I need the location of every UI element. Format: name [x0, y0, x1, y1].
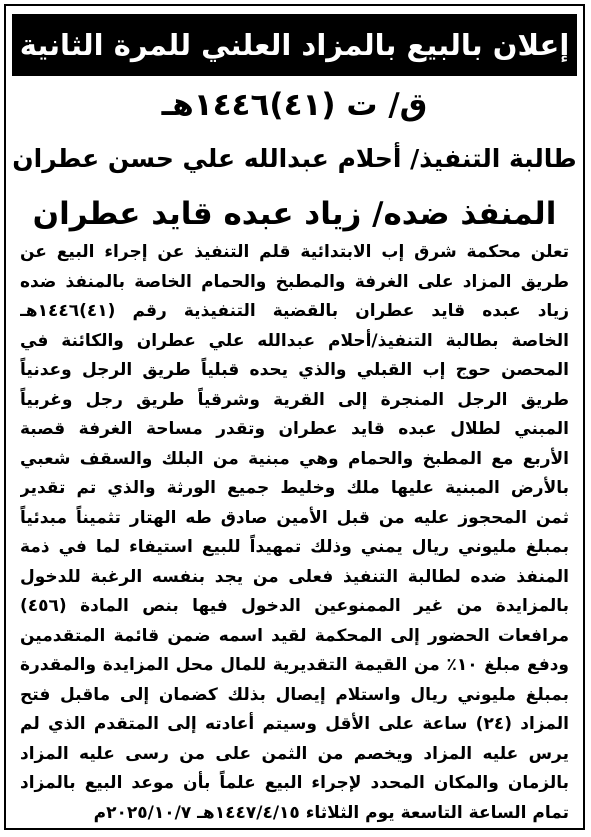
notice-body	[20, 238, 569, 828]
body-line: طريق المزاد على الغرفة والمطبخ والحمام الخاصة بالمنفذ ضده	[20, 271, 569, 292]
body-line: ثمن المحجوز عليه من قبل الأمين صادق طه الهتار تثميناً مبدئياً	[20, 507, 569, 528]
body-line: تعلن محكمة شرق إب الابتدائية قلم التنفيذ عن إجراء البيع عن	[20, 242, 569, 262]
body-line: مرافعات الحضور إلى المحكمة لقيد اسمه ضمن قائمة المتقدمين	[20, 625, 569, 646]
body-line: طريق الرجل المنجرة إلى القرية وشرقياً طريق رجل وغربياً	[20, 389, 569, 410]
body-line: المحصن حوج إب القبلي والذي يحده قبلياً طريق الرجل وعدنياً	[20, 360, 569, 380]
body-line: بالزمان والمكان المحدد لإجراء البيع علماً بأن موعد البيع بالمزاد	[20, 773, 569, 793]
case-number: ق/ ت (٤١)١٤٤٦هـ	[161, 87, 428, 123]
body-line: زياد عبده قايد عطران بالقضية التنفيذية رقم (٤١)١٤٤٦هـ	[20, 301, 569, 321]
auction-notice	[4, 4, 585, 830]
body-line: المزاد (٢٤) ساعة على الأقل وسيتم أعادته إلى المتقدم الذي لم	[20, 714, 569, 734]
body-line: بالأرض المبنية عليها ملك وخليط جميع الورثة والذي تم تقدير	[20, 478, 569, 498]
respondent-line: المنفذ ضده/ زياد عبده قايد عطران	[32, 196, 557, 232]
body-line: بمبلغ مليوني ريال يمني وذلك تمهيداً للبيع استيفاء لما في ذمة	[20, 537, 569, 557]
title-banner	[12, 14, 577, 76]
body-line: الخاصة بطالبة التنفيذ/أحلام عبدالله علي عطران والكائنة في	[20, 330, 569, 351]
applicant-line: طالبة التنفيذ/ أحلام عبدالله علي حسن عطران	[12, 144, 577, 173]
body-line: تمام الساعة التاسعة يوم الثلاثاء ١٤٤٧/٤/١٥هـ ٢٠٢٥/١٠/٧م	[93, 802, 569, 823]
body-line: المبني لطلال عبده قايد عطران وتقدر مساحة الغرفة قصبة	[20, 419, 569, 439]
body-line: بالمزايدة من غير الممنوعين الدخول فيها بنص المادة (٤٥٦)	[20, 596, 569, 616]
body-line: بمبلغ مليوني ريال واستلام إيصال بذلك كضمان إلى ماقبل فتح	[20, 684, 569, 705]
body-line: الأربع مع المطبخ والحمام وهي مبنية من البلك والسقف شعبي	[20, 448, 569, 469]
body-line: ودفع مبلغ ١٠٪ من القيمة التقديرية للمال محل المزايدة والمقدرة	[20, 655, 569, 675]
notice-title: إعلان بالبيع بالمزاد العلني للمرة الثانية	[19, 27, 570, 62]
body-line: المنفذ ضده لطالبة التنفيذ فعلى من يجد بنفسه الرغبة للدخول	[20, 566, 569, 587]
body-line: يرس عليه المزاد ويخصم من الثمن على من رسى عليه المزاد	[20, 743, 569, 764]
